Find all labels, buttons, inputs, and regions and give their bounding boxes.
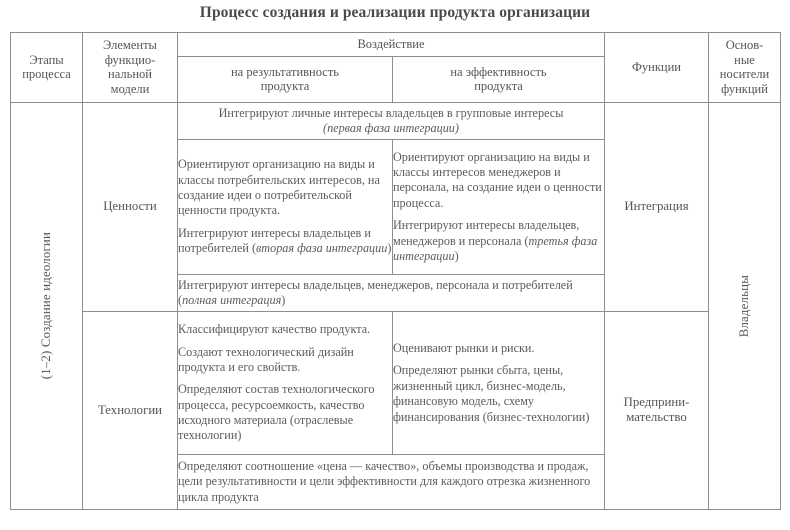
values-effectiveness-cell (178, 140, 393, 275)
technologies-effectiveness-paragraph-2: Создают технологический дизайн продукта и его свойств. (178, 344, 354, 374)
technologies-effectiveness-paragraph-3: Определяют состав технологического процесса, ресурсоемкость, качество исходного материала (отраслевые технологии) (178, 382, 375, 443)
function-cell-entrepreneurship (605, 311, 709, 509)
function-cell-integration: Интеграция (605, 102, 709, 311)
technologies-effectiveness-paragraph-1: Классифицируют качество продукта. (178, 322, 371, 337)
element-cell-values: Ценности (83, 102, 178, 311)
stage-label-vertical: (1–2) Создание идеологии (39, 232, 53, 380)
values-effectiveness-p2-tail: ) (387, 241, 392, 256)
header-model-elements-line3: нальной (108, 67, 152, 82)
values-full-integration-tail: ) (281, 292, 286, 307)
technologies-efficiency-cell (393, 311, 605, 454)
header-impact-effectiveness-line1: на результативность (230, 64, 339, 79)
header-impact: Воздействие (178, 33, 605, 57)
header-model-elements-line2: функцио- (104, 52, 156, 67)
header-stages (11, 33, 83, 103)
function-entrepreneurship-line1: Предприни- (623, 395, 690, 410)
values-effectiveness-p2-italic: вторая фаза интеграции (256, 241, 388, 256)
values-full-integration-italic: полная интеграция (182, 292, 282, 307)
values-efficiency-cell (393, 140, 605, 275)
header-impact-effectiveness-line2: продукта (260, 79, 310, 94)
header-carriers-line4: функций (721, 82, 768, 97)
process-matrix-table-wrapper (10, 32, 780, 510)
values-phase-one-main: Интегрируют личные интересы владельцев в групповые интересы (218, 105, 564, 120)
header-model-elements (83, 33, 178, 103)
values-row-phase-one (11, 102, 781, 139)
values-efficiency-p2-main: Интегрируют интересы владельцев, менеджеров и персонала ( (393, 218, 580, 248)
table-header-row-1 (11, 33, 781, 57)
technologies-efficiency-paragraph-2: Определяют рынки сбыта, цены, жизненный цикл, бизнес-модель, финансовую модель, схему финансирования (бизнес-технологии) (393, 363, 590, 424)
values-effectiveness-paragraph-1: Ориентируют организацию на виды и классы потребительских интересов, на создание идеи о потребительской ценности продукта. (178, 157, 380, 218)
header-carriers-line2: ные (734, 52, 755, 67)
values-efficiency-p2-tail: ) (454, 248, 459, 263)
header-impact-efficiency-line1: на эффективность (450, 64, 547, 79)
header-stages-line1: Этапы (29, 52, 64, 67)
function-entrepreneurship-line2: мательство (626, 410, 687, 425)
header-carriers-line3: носители (719, 67, 770, 82)
values-efficiency-p2-italic: третья фаза интеграции (393, 233, 598, 263)
carriers-label-vertical: Владельцы (737, 274, 751, 338)
values-full-integration-main: Интегрируют интересы владельцев, менеджеров, персонала и потребителей ( (178, 277, 573, 307)
stage-cell-ideology-creation (11, 102, 83, 509)
process-matrix-table (10, 32, 781, 510)
values-full-integration-cell (178, 274, 605, 311)
header-carriers-line1: Основ- (725, 37, 764, 52)
header-impact-efficiency (393, 56, 605, 102)
header-model-elements-line1: Элементы (103, 37, 157, 52)
technologies-price-quality-cell: Определяют соотношение «цена — качество», объемы производства и продаж, цели результативности и цели эффективности для каждого отрезка жизненного цикла продукта (178, 454, 605, 509)
values-effectiveness-paragraph-2 (178, 226, 392, 257)
technologies-row-impacts (11, 311, 781, 454)
page-title: Процесс создания и реализации продукта организации (199, 4, 591, 21)
values-efficiency-paragraph-1: Ориентируют организацию на виды и классы интересов менеджеров и персонала, на создание идеи о ценности процесса. (393, 149, 602, 210)
technologies-effectiveness-cell (178, 311, 393, 454)
carriers-cell-owners (709, 102, 781, 509)
header-stages-line2: процесса (22, 67, 71, 82)
header-function-carriers (709, 33, 781, 103)
values-effectiveness-p2-main: Интегрируют интересы владельцев и потребителей ( (178, 225, 371, 256)
values-efficiency-paragraph-2 (393, 218, 604, 264)
values-integration-phase-one-cell (178, 102, 605, 139)
header-functions: Функции (605, 33, 709, 103)
header-impact-efficiency-line2: продукта (474, 79, 523, 94)
header-model-elements-line4: модели (110, 82, 150, 97)
technologies-efficiency-paragraph-1: Оценивают рынки и риски. (393, 341, 535, 355)
values-phase-one-italic: (первая фаза интеграции) (323, 121, 459, 135)
element-cell-technologies: Технологии (83, 311, 178, 509)
header-impact-effectiveness (178, 56, 393, 102)
